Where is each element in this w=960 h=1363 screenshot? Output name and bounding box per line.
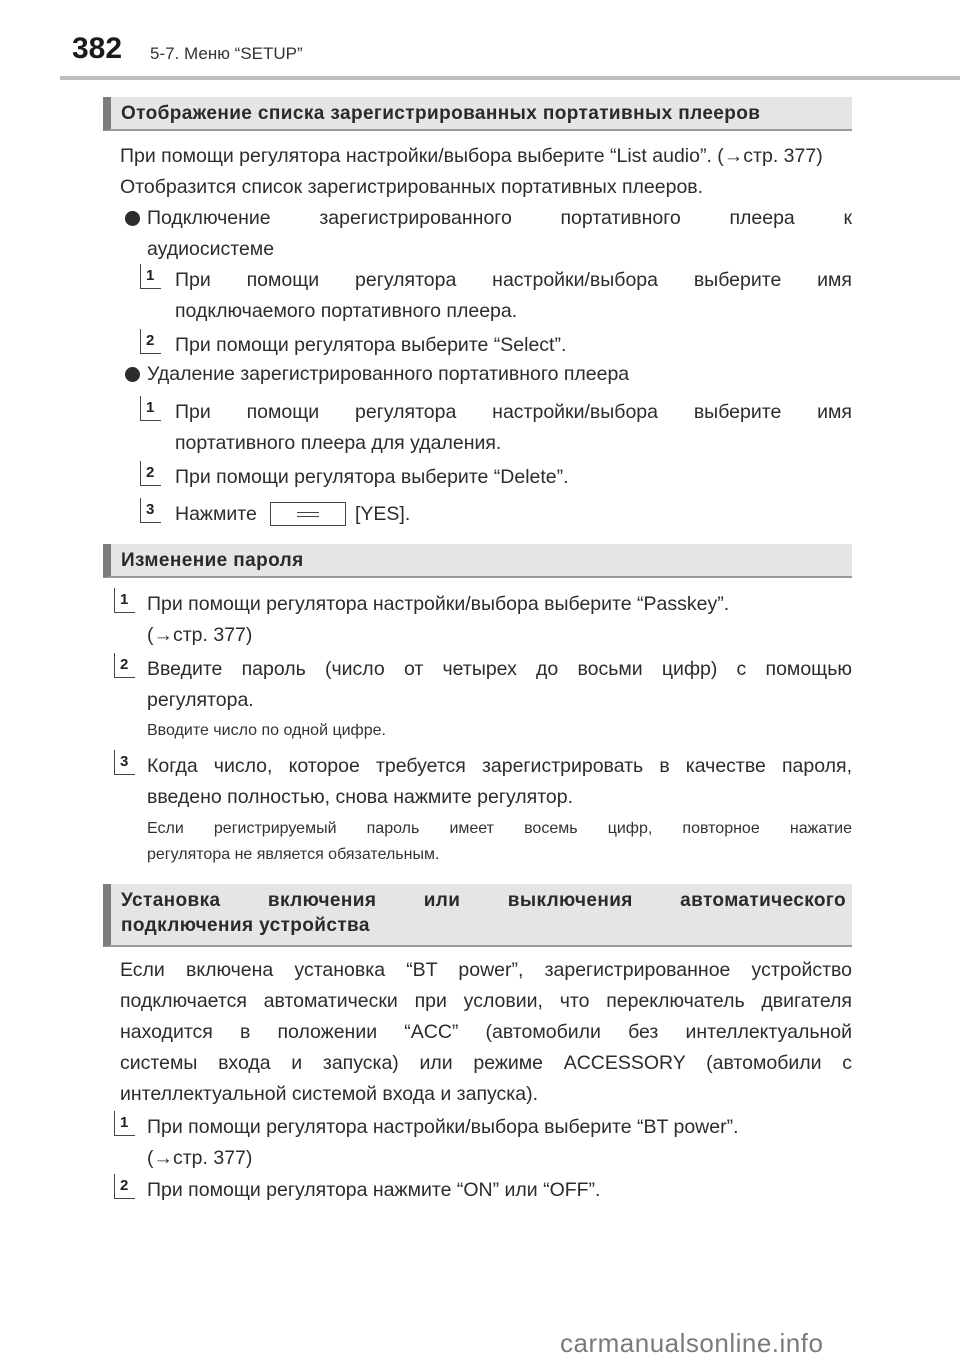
step-text: Введите пароль (число от четырех до восьми цифр) с помощью bbox=[147, 658, 852, 680]
section-heading-passkey: Изменение пароля bbox=[103, 544, 852, 578]
note-text: Вводите число по одной цифре. bbox=[147, 722, 386, 739]
bullet-heading: аудиосистеме bbox=[147, 238, 275, 260]
step-number-badge: 3 bbox=[114, 750, 135, 775]
step-text: При помощи регулятора нажмите “ON” или “OFF”. bbox=[147, 1179, 601, 1201]
watermark: carmanualsonline.info bbox=[560, 1328, 824, 1358]
step-text: При помощи регулятора выберите “Delete”. bbox=[175, 466, 569, 488]
step-text: портативного плеера для удаления. bbox=[175, 432, 502, 454]
section-heading-player-list: Отображение списка зарегистрированных портативных плееров bbox=[103, 97, 852, 131]
bullet-heading: Подключение зарегистрированного портативного плеера к bbox=[147, 207, 852, 229]
step-text: Когда число, которое требуется зарегистрировать в качестве пароля, bbox=[147, 755, 852, 777]
step-text: введено полностью, снова нажмите регулятор. bbox=[147, 786, 574, 808]
step-text: регулятора. bbox=[147, 689, 254, 711]
intro-text: При помощи регулятора настройки/выбора выберите “List audio”. (→стр. 377) bbox=[120, 145, 823, 167]
bullet-icon bbox=[125, 211, 140, 226]
step-text: При помощи регулятора выберите “Select”. bbox=[175, 334, 567, 356]
intro-text: Отобразится список зарегистрированных портативных плееров. bbox=[120, 176, 704, 198]
step-text: (→стр. 377) bbox=[147, 1147, 253, 1169]
step-text: [YES]. bbox=[355, 503, 411, 525]
step-number-badge: 1 bbox=[114, 588, 135, 613]
step-number-badge: 2 bbox=[114, 653, 135, 678]
step-number-badge: 3 bbox=[140, 498, 161, 523]
bullet-heading: Удаление зарегистрированного портативного плеера bbox=[147, 363, 630, 385]
step-text: Нажмите bbox=[175, 503, 257, 525]
paragraph-line: находится в положении “ACC” (автомобили без интеллектуальной bbox=[120, 1021, 852, 1043]
step-text: При помощи регулятора настройки/выбора выберите имя bbox=[175, 269, 852, 291]
note-text: регулятора не является обязательным. bbox=[147, 846, 440, 863]
step-text: При помощи регулятора настройки/выбора выберите “BT power”. bbox=[147, 1116, 739, 1138]
step-text: (→стр. 377) bbox=[147, 624, 253, 646]
page-number: 382 bbox=[72, 32, 123, 65]
step-number-badge: 2 bbox=[140, 461, 161, 486]
paragraph-line: системы входа и запуска) или режиме ACCESSORY (автомобили с bbox=[120, 1052, 852, 1074]
section-heading-auto-connect: Установка включения или выключения автоматического подключения устройства bbox=[103, 884, 852, 947]
step-number-badge: 2 bbox=[114, 1174, 135, 1199]
note-text: Если регистрируемый пароль имеет восемь цифр, повторное нажатие bbox=[147, 820, 852, 837]
bullet-icon bbox=[125, 367, 140, 382]
paragraph-line: интеллектуальной системой входа и запуска). bbox=[120, 1083, 539, 1105]
confirm-key-icon bbox=[270, 502, 346, 526]
paragraph-line: подключается автоматически при условии, что переключатель двигателя bbox=[120, 990, 852, 1012]
step-text: подключаемого портативного плеера. bbox=[175, 300, 518, 322]
header-divider bbox=[60, 76, 960, 80]
paragraph-line: Если включена установка “BT power”, зарегистрированное устройство bbox=[120, 959, 852, 981]
step-number-badge: 1 bbox=[140, 264, 161, 289]
step-number-badge: 1 bbox=[140, 396, 161, 421]
step-number-badge: 2 bbox=[140, 329, 161, 354]
chapter-title: 5-7. Меню “SETUP” bbox=[150, 44, 303, 63]
step-text: При помощи регулятора настройки/выбора выберите “Passkey”. bbox=[147, 593, 730, 615]
page-header bbox=[0, 0, 960, 84]
step-text: При помощи регулятора настройки/выбора выберите имя bbox=[175, 401, 852, 423]
step-number-badge: 1 bbox=[114, 1111, 135, 1136]
